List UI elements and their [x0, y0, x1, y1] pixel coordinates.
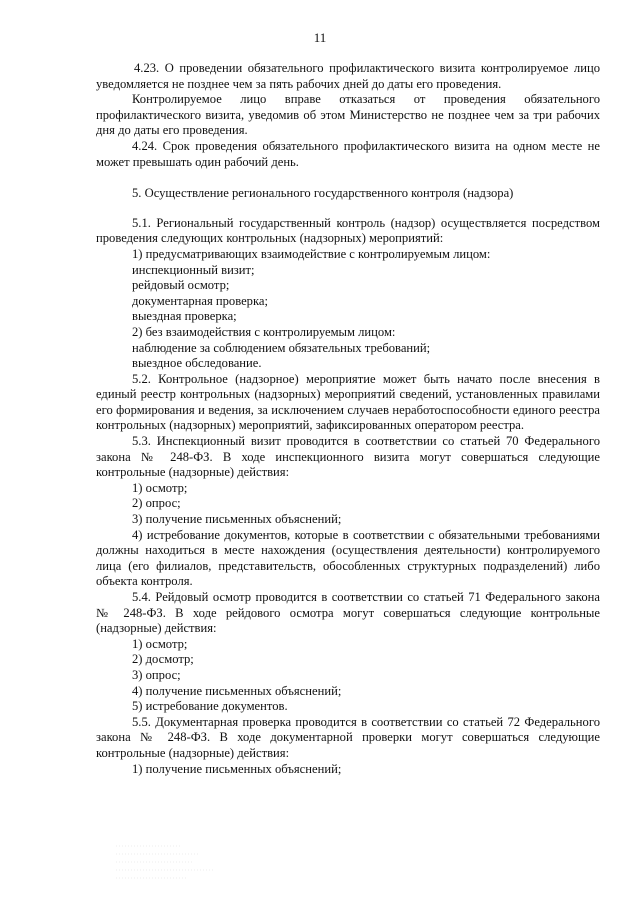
paragraph-4-24: 4.24. Срок проведения обязательного профилактического визита на одном месте не может превышать один рабочий день. — [96, 138, 600, 169]
list-item: документарная проверка; — [132, 293, 268, 308]
paragraph-5-5: 5.5. Документарная проверка проводится в соответствии со статьей 72 Федерального закона № 248-ФЗ. В ходе документарной проверки могут совершаться следующие контрольные (надзорные) действия: — [96, 714, 600, 760]
list-item: наблюдение за соблюдением обязательных требований; — [132, 340, 431, 355]
list-item: 1) осмотр; — [132, 636, 188, 651]
faint-stamp-mark — [110, 840, 230, 884]
list-item: 3) опрос; — [132, 667, 181, 682]
list-item: выездное обследование. — [132, 356, 262, 371]
list-item: инспекционный визит; — [132, 262, 255, 277]
list-item: 1) получение письменных объяснений; — [132, 761, 342, 776]
document-body — [96, 61, 600, 777]
list-item: 3) получение письменных объяснений; — [132, 512, 342, 527]
list-item: 2) без взаимодействия с контролируемым лицом: — [132, 324, 396, 339]
list-item: выездная проверка; — [132, 309, 237, 324]
paragraph-5-1: 5.1. Региональный государственный контроль (надзор) осуществляется посредством проведения следующих контрольных (надзорных) мероприятий: — [96, 215, 600, 246]
paragraph-5-2: 5.2. Контрольное (надзорное) мероприятие может быть начато после внесения в единый реестр контрольных (надзорных) мероприятий сведений, установленных правилами его формирования и ведения, за исключением случаев неработоспособности единого реестра контрольных (надзорных) мероприятий, зафиксированных оператором реестра. — [96, 371, 600, 433]
list-item: 4) получение письменных объяснений; — [132, 683, 342, 698]
list-item: рейдовый осмотр; — [132, 278, 230, 293]
paragraph-5-4: 5.4. Рейдовый осмотр проводится в соответствии со статьей 71 Федерального закона № 248-ФЗ. В ходе рейдового осмотра могут совершаться следующие контрольные (надзорные) действия: — [96, 590, 600, 636]
list-item: 4) истребование документов, которые в соответствии с обязательными требованиями должны находиться в месте нахождения (осуществления деятельности) контролируемого лица (его филиалов, представительств, обособленных структурных подразделений) либо объекта контроля. — [96, 527, 600, 589]
list-item: 1) предусматривающих взаимодействие с контролируемым лицом: — [132, 246, 491, 261]
paragraph-4-23: 4.23. О проведении обязательного профилактического визита контролируемое лицо уведомляется не позднее чем за пять рабочих дней до даты его проведения. — [96, 61, 600, 91]
list-item: 1) осмотр; — [132, 480, 188, 495]
list-item: 5) истребование документов. — [132, 699, 288, 714]
paragraph-refusal: Контролируемое лицо вправе отказаться от проведения обязательного профилактического визита, уведомив об этом Министерство не позднее чем за три рабочих дня до даты его проведения. — [96, 92, 600, 138]
page-number: 11 — [313, 30, 327, 45]
list-item: 2) досмотр; — [132, 652, 194, 667]
section-heading: 5. Осуществление регионального государственного контроля (надзора) — [132, 186, 514, 201]
paragraph-5-3: 5.3. Инспекционный визит проводится в соответствии со статьей 70 Федерального закона № 248-ФЗ. В ходе инспекционного визита могут совершаться следующие контрольные (надзорные) действия: — [96, 434, 600, 480]
list-item: 2) опрос; — [132, 496, 181, 511]
